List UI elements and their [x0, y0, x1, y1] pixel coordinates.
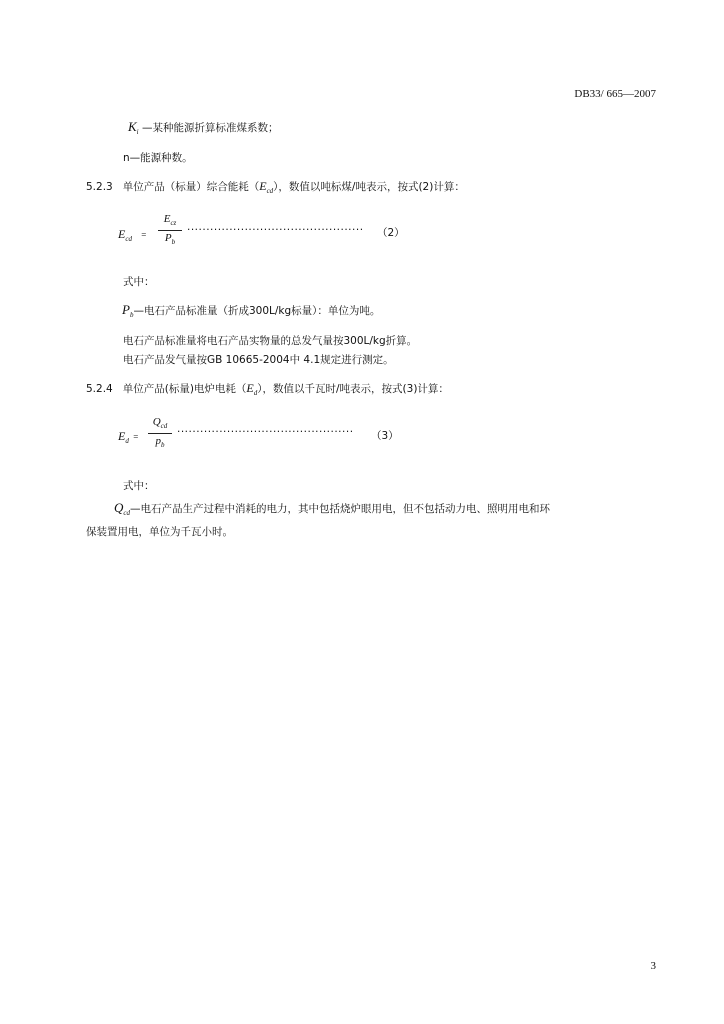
k-subscript: i	[136, 128, 139, 137]
denominator: $P_b$	[164, 232, 176, 247]
ecd-subscript: cd	[266, 187, 274, 196]
definition-n: n—能源种数。	[123, 152, 193, 164]
denominator: $p_b$	[155, 435, 165, 450]
definition-qcd-continued: 保装置用电，单位为千瓦小时。	[86, 526, 233, 538]
ecd-symbol: E	[259, 179, 267, 193]
equation-2-leader: ··············································	[187, 224, 364, 236]
ed-subscript: d	[253, 389, 258, 398]
numerator: $E_{cz}$	[163, 213, 177, 228]
equation-2-lhs: $E_{cd}$ =	[118, 227, 147, 244]
section-text-pre: 单位产品（标量）综合能耗（	[122, 181, 260, 193]
k-text: —某种能源折算标准煤系数；	[141, 122, 279, 134]
ed-symbol: E	[246, 381, 254, 395]
note-line-2: 电石产品发气量按GB 10665-2004中 4.1规定进行测定。	[123, 354, 394, 366]
section-text-post: ），数值以千瓦时/吨表示，按式(3)计算：	[257, 383, 449, 395]
definition-k	[128, 119, 278, 136]
equation-2-fraction	[158, 212, 182, 249]
equation-3-label: （3）	[371, 430, 399, 442]
where-title-1: 式中：	[123, 276, 155, 288]
equation-3-fraction	[148, 415, 172, 452]
section-5-2-3	[86, 179, 465, 195]
note-line-1: 电石产品标准量将电石产品实物量的总发气量按300L/kg折算。	[123, 335, 418, 347]
section-number: 5.2.3	[86, 181, 113, 193]
section-text-post: ），数值以吨标煤/吨表示，按式(2)计算：	[273, 181, 465, 193]
section-5-2-4	[86, 381, 449, 397]
where-title-2: 式中：	[123, 480, 155, 492]
definition-pb: $P_b—$电石产品标准量（折成300L/kg标量）：单位为吨。	[122, 302, 381, 320]
section-text-pre: 单位产品(标量)电炉电耗（	[122, 383, 247, 395]
numerator: $Q_{cd}$	[152, 416, 168, 431]
doc-code: DB33/ 665—2007	[574, 88, 656, 100]
equals-sign: =	[141, 230, 147, 240]
k-symbol: K	[128, 119, 137, 134]
section-number: 5.2.4	[86, 383, 113, 395]
definition-qcd: $Q_{cd}—$电石产品生产过程中消耗的电力，其中包括烧炉眼用电，但不包括动力电、照明用电和环	[114, 500, 550, 518]
equation-2-label: （2）	[377, 227, 405, 239]
page-number: 3	[650, 960, 656, 972]
equation-3-lhs: $E_d$ =	[118, 429, 139, 446]
equation-3-leader: ··············································	[177, 426, 354, 438]
equals-sign: =	[133, 432, 139, 442]
